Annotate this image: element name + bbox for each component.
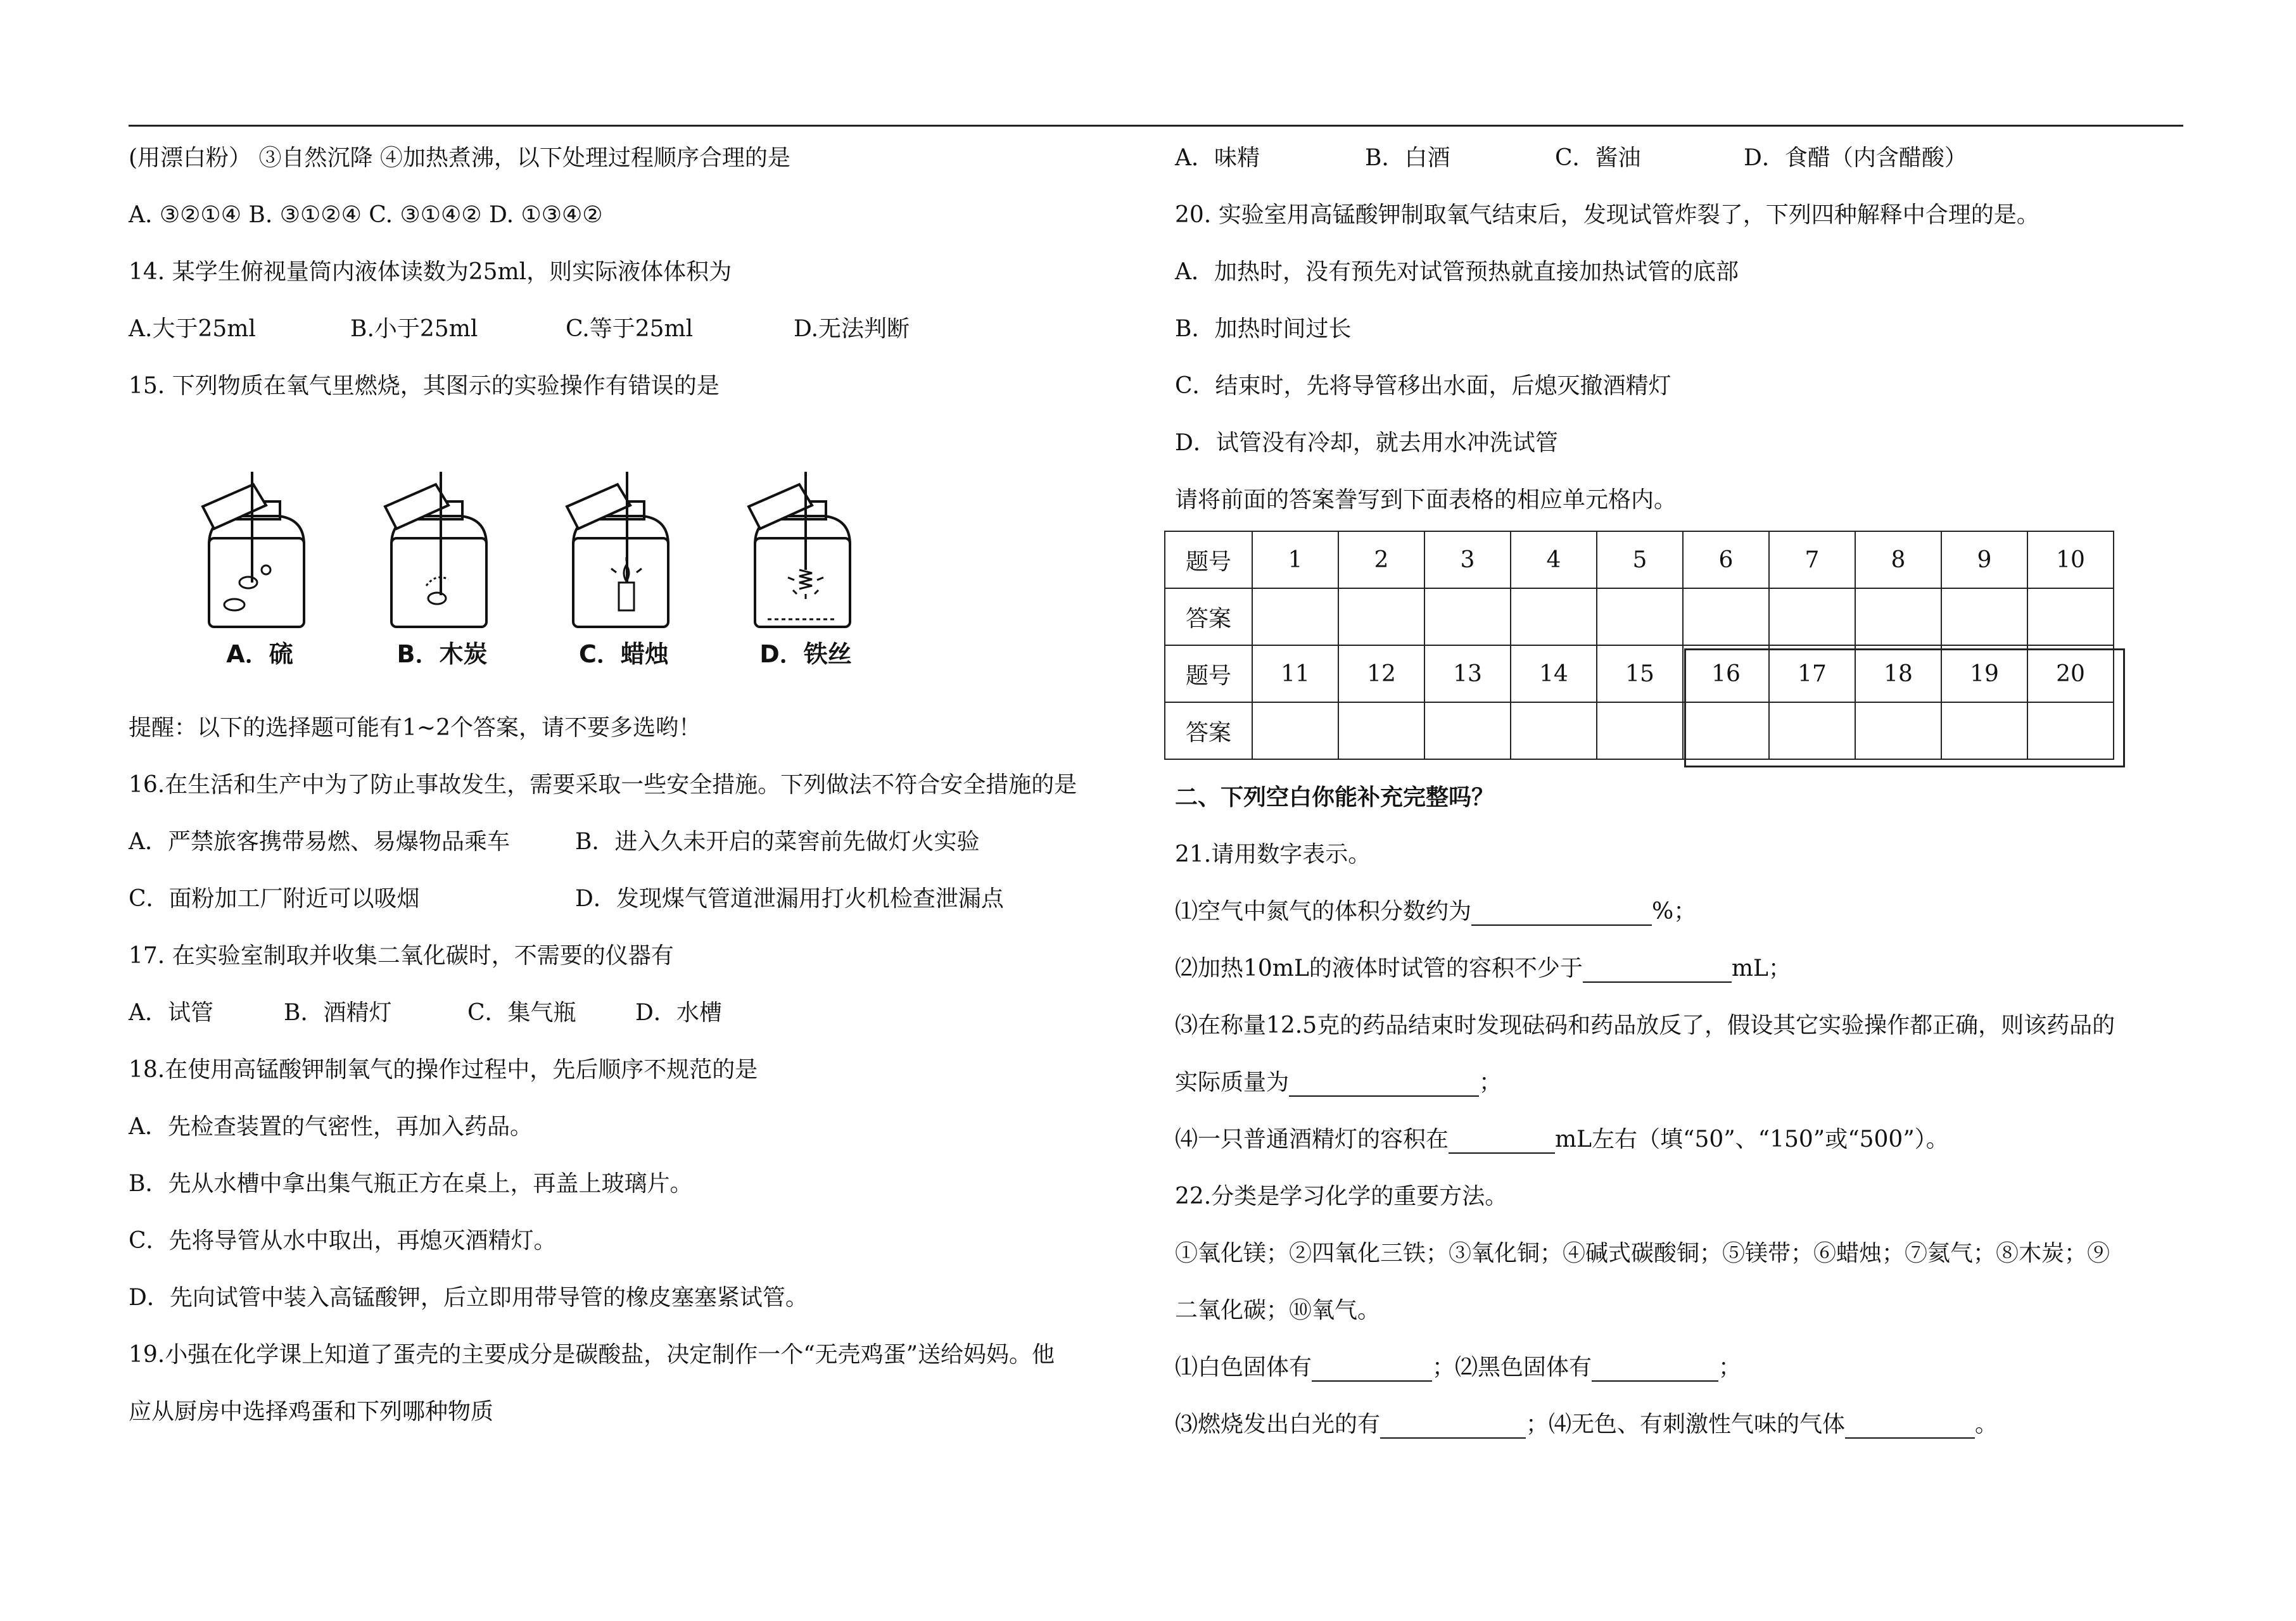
row-header-answer: 答案 <box>1165 588 1252 645</box>
q14-option-b: B.小于25ml <box>350 316 478 342</box>
jar-a-caption: A．硫 <box>226 640 293 668</box>
answer-cell[interactable] <box>1941 588 2027 645</box>
number-cell: 16 <box>1683 645 1769 702</box>
jar-b-caption: B．木炭 <box>396 640 488 668</box>
q19-stem-line2: 应从厨房中选择鸡蛋和下列哪种物质 <box>129 1399 494 1425</box>
answer-cell[interactable] <box>1941 702 2027 759</box>
header-rule <box>129 125 2183 127</box>
number-cell: 1 <box>1252 531 1338 588</box>
q21-part2 <box>1175 955 1791 983</box>
number-cell: 15 <box>1597 645 1683 702</box>
q19-options <box>1175 144 1967 172</box>
q15-stem: 15. 下列物质在氧气里燃烧，其图示的实验操作有错误的是 <box>129 373 720 399</box>
answer-table <box>1164 531 2114 760</box>
combustion-figure <box>184 469 975 684</box>
q21-part4-end: mL左右（填“50”、“150”或“500”）。 <box>1555 1126 1949 1152</box>
answer-cell[interactable] <box>1511 588 1597 645</box>
number-cell: 12 <box>1338 645 1424 702</box>
table-row-numbers-2 <box>1165 645 2114 702</box>
q22-parts-3-4 <box>1175 1411 1998 1439</box>
q21-part3-line2 <box>1175 1069 1502 1097</box>
answer-cell[interactable] <box>1683 588 1769 645</box>
q22-part1-blank[interactable] <box>1312 1358 1432 1382</box>
number-cell: 8 <box>1855 531 1941 588</box>
number-cell: 6 <box>1683 531 1769 588</box>
table-row-answers-1 <box>1165 588 2114 645</box>
q13-continuation: (用漂白粉） ③自然沉降 ④加热煮沸，以下处理过程顺序合理的是 <box>129 145 790 171</box>
q22-part2-blank[interactable] <box>1592 1358 1718 1382</box>
answer-cell[interactable] <box>2027 588 2114 645</box>
q22-part2-text: ；⑵黑色固体有 <box>1432 1354 1592 1380</box>
q20-stem: 20. 实验室用高锰酸钾制取氧气结束后，发现试管炸裂了，下列四种解释中合理的是。 <box>1175 202 2039 228</box>
answer-cell[interactable] <box>1769 702 1855 759</box>
answer-cell[interactable] <box>1855 702 1941 759</box>
jar-b <box>366 469 518 684</box>
q18-option-b: B．先从水槽中拿出集气瓶正方在桌上，再盖上玻璃片。 <box>129 1171 693 1197</box>
q18-stem: 18.在使用高锰酸钾制氧气的操作过程中，先后顺序不规范的是 <box>129 1057 758 1083</box>
q18-option-c: C．先将导管从水中取出，再熄灭酒精灯。 <box>129 1228 557 1254</box>
q18-option-d: D．先向试管中装入高锰酸钾，后立即用带导管的橡皮塞塞紧试管。 <box>129 1285 808 1311</box>
number-cell: 10 <box>2027 531 2114 588</box>
q17-options <box>129 999 722 1027</box>
q22-stem: 22.分类是学习化学的重要方法。 <box>1175 1183 1508 1209</box>
number-cell: 7 <box>1769 531 1855 588</box>
answer-cell[interactable] <box>1338 588 1424 645</box>
q19-option-c: C．酱油 <box>1555 145 1641 171</box>
answer-cell[interactable] <box>1597 588 1683 645</box>
q20-option-d: D．试管没有冷却，就去用水冲洗试管 <box>1175 430 1558 456</box>
row-header-number: 题号 <box>1165 531 1252 588</box>
q19-stem-line1: 19.小强在化学课上知道了蛋壳的主要成分是碳酸盐，决定制作一个“无壳鸡蛋”送给妈妈。他 <box>129 1342 1055 1368</box>
q18-option-a: A．先检查装置的气密性，再加入药品。 <box>129 1114 533 1140</box>
q14-options <box>129 315 910 343</box>
q22-part4-blank[interactable] <box>1845 1415 1975 1439</box>
jar-d-drawing <box>730 469 882 633</box>
q21-part1 <box>1175 898 1696 926</box>
answer-cell[interactable] <box>1683 702 1769 759</box>
q21-part2-text: ⑵加热10mL的液体时试管的容积不少于 <box>1175 956 1583 981</box>
q22-part3-text: ⑶燃烧发出白光的有 <box>1175 1411 1381 1437</box>
number-cell: 4 <box>1511 531 1597 588</box>
number-cell: 20 <box>2027 645 2114 702</box>
q17-option-d: D．水槽 <box>635 1000 722 1026</box>
q14-option-a: A.大于25ml <box>129 316 256 342</box>
answer-cell[interactable] <box>1597 702 1683 759</box>
number-cell: 9 <box>1941 531 2027 588</box>
jar-c-caption: C．蜡烛 <box>579 640 669 668</box>
q16-option-d: D．发现煤气管道泄漏用打火机检查泄漏点 <box>575 886 1004 912</box>
jar-d <box>730 469 882 684</box>
q17-option-b: B．酒精灯 <box>284 1000 392 1026</box>
answer-cell[interactable] <box>1252 702 1338 759</box>
q16-option-c: C．面粉加工厂附近可以吸烟 <box>129 886 420 912</box>
q21-part2-blank[interactable] <box>1583 959 1732 983</box>
answer-cell[interactable] <box>1252 588 1338 645</box>
number-cell: 2 <box>1338 531 1424 588</box>
q21-part3-blank[interactable] <box>1289 1073 1479 1097</box>
answer-cell[interactable] <box>1424 702 1511 759</box>
q19-option-b: B．白酒 <box>1365 145 1450 171</box>
q21-part1-blank[interactable] <box>1471 902 1652 926</box>
number-cell: 3 <box>1424 531 1511 588</box>
q19-option-a: A．味精 <box>1175 145 1260 171</box>
q14-option-c: C.等于25ml <box>566 316 694 342</box>
table-instruction: 请将前面的答案誊写到下面表格的相应单元格内。 <box>1175 487 1677 513</box>
answer-cell[interactable] <box>2027 702 2114 759</box>
number-cell: 13 <box>1424 645 1511 702</box>
jar-c <box>548 469 700 684</box>
q22-part4-end: 。 <box>1975 1411 1998 1437</box>
q16-options-cd <box>129 885 1004 913</box>
q16-option-a: A．严禁旅客携带易燃、易爆物品乘车 <box>129 829 510 855</box>
q17-option-c: C．集气瓶 <box>467 1000 576 1026</box>
q16-option-b: B．进入久未开启的菜窖前先做灯火实验 <box>575 829 980 855</box>
q22-list-line2: 二氧化碳；⑩氧气。 <box>1175 1297 1381 1323</box>
q20-option-a: A．加热时，没有预先对试管预热就直接加热试管的底部 <box>1175 259 1739 285</box>
q16-options-ab <box>129 828 979 856</box>
answer-cell[interactable] <box>1424 588 1511 645</box>
answer-cell[interactable] <box>1855 588 1941 645</box>
answer-cell[interactable] <box>1511 702 1597 759</box>
q22-part2-end: ； <box>1718 1354 1742 1380</box>
row-header-number: 题号 <box>1165 645 1252 702</box>
table-row-answers-2 <box>1165 702 2114 759</box>
q20-option-c: C．结束时，先将导管移出水面，后熄灭撤酒精灯 <box>1175 373 1671 399</box>
q14-option-d: D.无法判断 <box>794 316 910 342</box>
q20-option-b: B．加热时间过长 <box>1175 316 1352 342</box>
q21-part4-blank[interactable] <box>1449 1130 1555 1154</box>
jar-c-drawing <box>548 469 700 633</box>
number-cell: 17 <box>1769 645 1855 702</box>
q21-part2-unit: mL； <box>1731 956 1791 981</box>
q21-part1-unit: %； <box>1652 899 1697 924</box>
q22-part3-blank[interactable] <box>1380 1415 1526 1439</box>
q21-part1-text: ⑴空气中氮气的体积分数约为 <box>1175 899 1472 924</box>
q21-part4-text: ⑷一只普通酒精灯的容积在 <box>1175 1126 1449 1152</box>
answer-cell[interactable] <box>1338 702 1424 759</box>
jar-d-caption: D．铁丝 <box>759 640 852 668</box>
q21-part3-end: ； <box>1479 1069 1502 1095</box>
q21-part4 <box>1175 1126 1949 1154</box>
q21-part3-text: 实际质量为 <box>1175 1069 1290 1095</box>
jar-a-drawing <box>184 469 336 633</box>
section2-title: 二、下列空白你能补充完整吗？ <box>1175 785 1495 810</box>
q21-stem: 21.请用数字表示。 <box>1175 842 1371 867</box>
q19-option-d: D．食醋（内含醋酸） <box>1744 145 1967 171</box>
q22-part4-text: ；⑷无色、有刺激性气味的气体 <box>1526 1411 1846 1437</box>
number-cell: 5 <box>1597 531 1683 588</box>
answer-cell[interactable] <box>1769 588 1855 645</box>
number-cell: 19 <box>1941 645 2027 702</box>
table-row-numbers-1 <box>1165 531 2114 588</box>
q16-stem: 16.在生活和生产中为了防止事故发生，需要采取一些安全措施。下列做法不符合安全措施的是 <box>129 772 1077 798</box>
q17-option-a: A．试管 <box>129 1000 213 1026</box>
number-cell: 11 <box>1252 645 1338 702</box>
q13-options: A. ③②①④ B. ③①②④ C. ③①④② D. ①③④② <box>129 202 603 228</box>
reminder-note: 提醒：以下的选择题可能有1~2个答案，请不要多选哟！ <box>129 715 701 741</box>
q22-part1-text: ⑴白色固体有 <box>1175 1354 1312 1380</box>
q21-part3-line1: ⑶在称量12.5克的药品结束时发现砝码和药品放反了，假设其它实验操作都正确，则该药品的 <box>1175 1012 2115 1038</box>
q22-list-line1: ①氧化镁；②四氧化三铁；③氧化铜；④碱式碳酸铜；⑤镁带；⑥蜡烛；⑦氦气；⑧木炭；⑨ <box>1175 1240 2110 1266</box>
number-cell: 14 <box>1511 645 1597 702</box>
number-cell: 18 <box>1855 645 1941 702</box>
q17-stem: 17. 在实验室制取并收集二氧化碳时，不需要的仪器有 <box>129 943 674 969</box>
q22-parts-1-2 <box>1175 1354 1741 1382</box>
jar-a <box>184 469 336 684</box>
row-header-answer: 答案 <box>1165 702 1252 759</box>
q14-stem: 14. 某学生俯视量筒内液体读数为25ml，则实际液体体积为 <box>129 259 732 285</box>
jar-b-drawing <box>366 469 518 633</box>
